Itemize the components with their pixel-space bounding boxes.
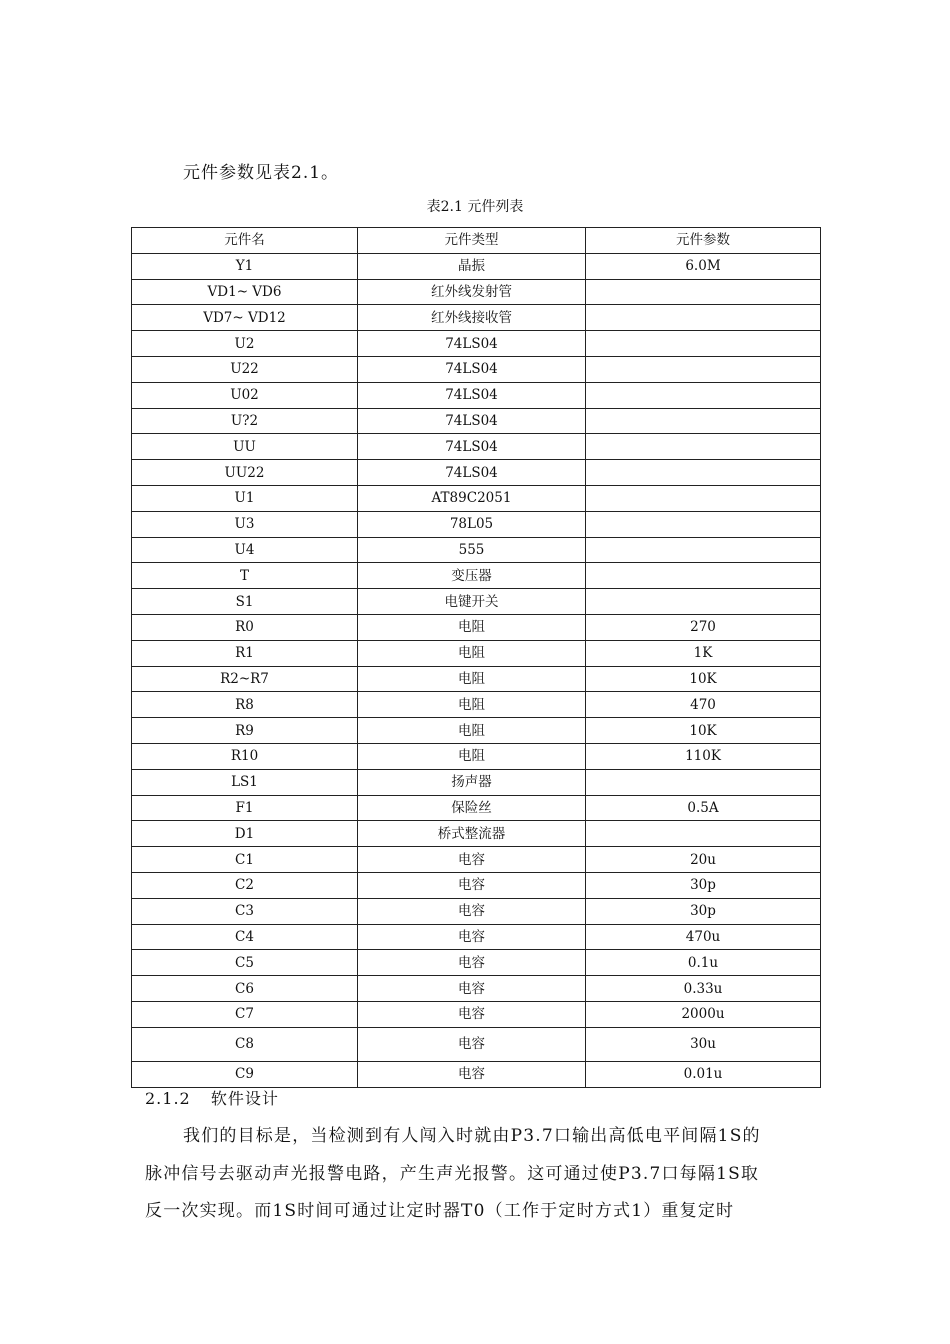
table-row [132,666,821,692]
cell-component-type: 电键开关 [358,589,586,615]
cell-component-name: R1 [132,640,358,666]
cell-component-param: 10K [586,666,821,692]
cell-component-name: R2~R7 [132,666,358,692]
table-row [132,589,821,615]
table-row [132,692,821,718]
cell-component-param: 10K [586,718,821,744]
cell-component-name: C3 [132,898,358,924]
cell-component-type: 电阻 [358,614,586,640]
cell-component-type: 电容 [358,950,586,976]
cell-component-type: AT89C2051 [358,485,586,511]
cell-component-type: 74LS04 [358,460,586,486]
cell-component-param [586,305,821,331]
cell-component-param [586,331,821,357]
table-row [132,563,821,589]
cell-component-name: C5 [132,950,358,976]
cell-component-param: 110K [586,743,821,769]
cell-component-type: 电阻 [358,743,586,769]
paragraph-line: 我们的目标是，当检测到有人闯入时就由P3.7口输出高低电平间隔1S的 [183,1126,761,1146]
cell-component-type: 电容 [358,872,586,898]
cell-component-type: 电阻 [358,666,586,692]
table-row [132,1027,821,1061]
cell-component-type: 保险丝 [358,795,586,821]
cell-component-name: T [132,563,358,589]
body-paragraph [145,1118,805,1231]
cell-component-param [586,511,821,537]
cell-component-type: 78L05 [358,511,586,537]
cell-component-name: UU [132,434,358,460]
cell-component-name: C7 [132,1001,358,1027]
cell-component-param [586,434,821,460]
cell-component-param: 30p [586,872,821,898]
paragraph-line: 反一次实现。而1S时间可通过让定时器T0（工作于定时方式1）重复定时 [145,1201,735,1221]
cell-component-type: 红外线发射管 [358,279,586,305]
cell-component-name: R0 [132,614,358,640]
table-row [132,924,821,950]
cell-component-name: R10 [132,743,358,769]
cell-component-name: C2 [132,872,358,898]
cell-component-type: 变压器 [358,563,586,589]
cell-component-param: 20u [586,847,821,873]
table-body [132,253,821,1087]
cell-component-param: 30p [586,898,821,924]
cell-component-name: D1 [132,821,358,847]
table-header-row [132,228,821,254]
cell-component-name: C6 [132,976,358,1002]
cell-component-param: 0.5A [586,795,821,821]
cell-component-type: 74LS04 [358,331,586,357]
cell-component-name: U3 [132,511,358,537]
table-row [132,1001,821,1027]
cell-component-name: U22 [132,356,358,382]
table-row [132,1061,821,1087]
cell-component-type: 电容 [358,924,586,950]
cell-component-name: U2 [132,331,358,357]
cell-component-param [586,356,821,382]
cell-component-type: 74LS04 [358,356,586,382]
table-row [132,821,821,847]
cell-component-name: R8 [132,692,358,718]
table-row [132,253,821,279]
cell-component-param: 0.01u [586,1061,821,1087]
table-row [132,950,821,976]
cell-component-name: U4 [132,537,358,563]
cell-component-name: U02 [132,382,358,408]
cell-component-param: 0.1u [586,950,821,976]
cell-component-param [586,408,821,434]
cell-component-name: VD1~ VD6 [132,279,358,305]
cell-component-type: 74LS04 [358,382,586,408]
cell-component-param: 6.0M [586,253,821,279]
cell-component-name: C1 [132,847,358,873]
table-row [132,408,821,434]
cell-component-type: 74LS04 [358,408,586,434]
section-title: 软件设计 [210,1089,279,1108]
table-row [132,305,821,331]
cell-component-name: U1 [132,485,358,511]
cell-component-name: UU22 [132,460,358,486]
table-row [132,279,821,305]
cell-component-param: 270 [586,614,821,640]
paragraph-line: 脉冲信号去驱动声光报警电路，产生声光报警。这可通过使P3.7口每隔1S取 [145,1163,760,1184]
cell-component-param: 470u [586,924,821,950]
table-row [132,743,821,769]
cell-component-name: R9 [132,718,358,744]
cell-component-name: C8 [132,1027,358,1061]
cell-component-name: Y1 [132,253,358,279]
cell-component-type: 电阻 [358,718,586,744]
table-row [132,331,821,357]
cell-component-type: 电容 [358,976,586,1002]
table-row [132,795,821,821]
cell-component-type: 74LS04 [358,434,586,460]
table-caption: 表2.1 元件列表 [426,199,524,215]
cell-component-type: 电阻 [358,692,586,718]
cell-component-param [586,382,821,408]
cell-component-type: 电阻 [358,640,586,666]
cell-component-param [586,589,821,615]
cell-component-type: 电容 [358,1027,586,1061]
cell-component-type: 电容 [358,847,586,873]
cell-component-param: 0.33u [586,976,821,1002]
table-row [132,718,821,744]
table-row [132,769,821,795]
cell-component-param [586,460,821,486]
intro-text: 元件参数见表2.1。 [183,163,340,183]
cell-component-param: 1K [586,640,821,666]
table-row [132,847,821,873]
header-component-param: 元件参数 [586,228,821,254]
table-row [132,614,821,640]
cell-component-name: C9 [132,1061,358,1087]
table-row [132,460,821,486]
cell-component-param [586,821,821,847]
table-row [132,537,821,563]
cell-component-param [586,563,821,589]
table-row [132,434,821,460]
cell-component-param: 30u [586,1027,821,1061]
cell-component-name: S1 [132,589,358,615]
cell-component-type: 电容 [358,1061,586,1087]
cell-component-name: LS1 [132,769,358,795]
cell-component-name: C4 [132,924,358,950]
header-component-type: 元件类型 [358,228,586,254]
table-row [132,511,821,537]
table-row [132,485,821,511]
section-heading [145,1086,279,1109]
cell-component-param [586,279,821,305]
cell-component-param [586,769,821,795]
cell-component-type: 555 [358,537,586,563]
cell-component-param [586,537,821,563]
cell-component-param: 470 [586,692,821,718]
table-row [132,640,821,666]
table-row [132,898,821,924]
cell-component-name: F1 [132,795,358,821]
section-number: 2.1.2 [145,1089,191,1108]
cell-component-param [586,485,821,511]
table-row [132,382,821,408]
cell-component-param: 2000u [586,1001,821,1027]
cell-component-type: 红外线接收管 [358,305,586,331]
header-component-name: 元件名 [132,228,358,254]
cell-component-type: 晶振 [358,253,586,279]
cell-component-type: 桥式整流器 [358,821,586,847]
cell-component-type: 扬声器 [358,769,586,795]
table-row [132,356,821,382]
cell-component-name: U?2 [132,408,358,434]
cell-component-type: 电容 [358,1001,586,1027]
cell-component-name: VD7~ VD12 [132,305,358,331]
table-row [132,872,821,898]
component-table [131,227,821,1088]
cell-component-type: 电容 [358,898,586,924]
table-row [132,976,821,1002]
